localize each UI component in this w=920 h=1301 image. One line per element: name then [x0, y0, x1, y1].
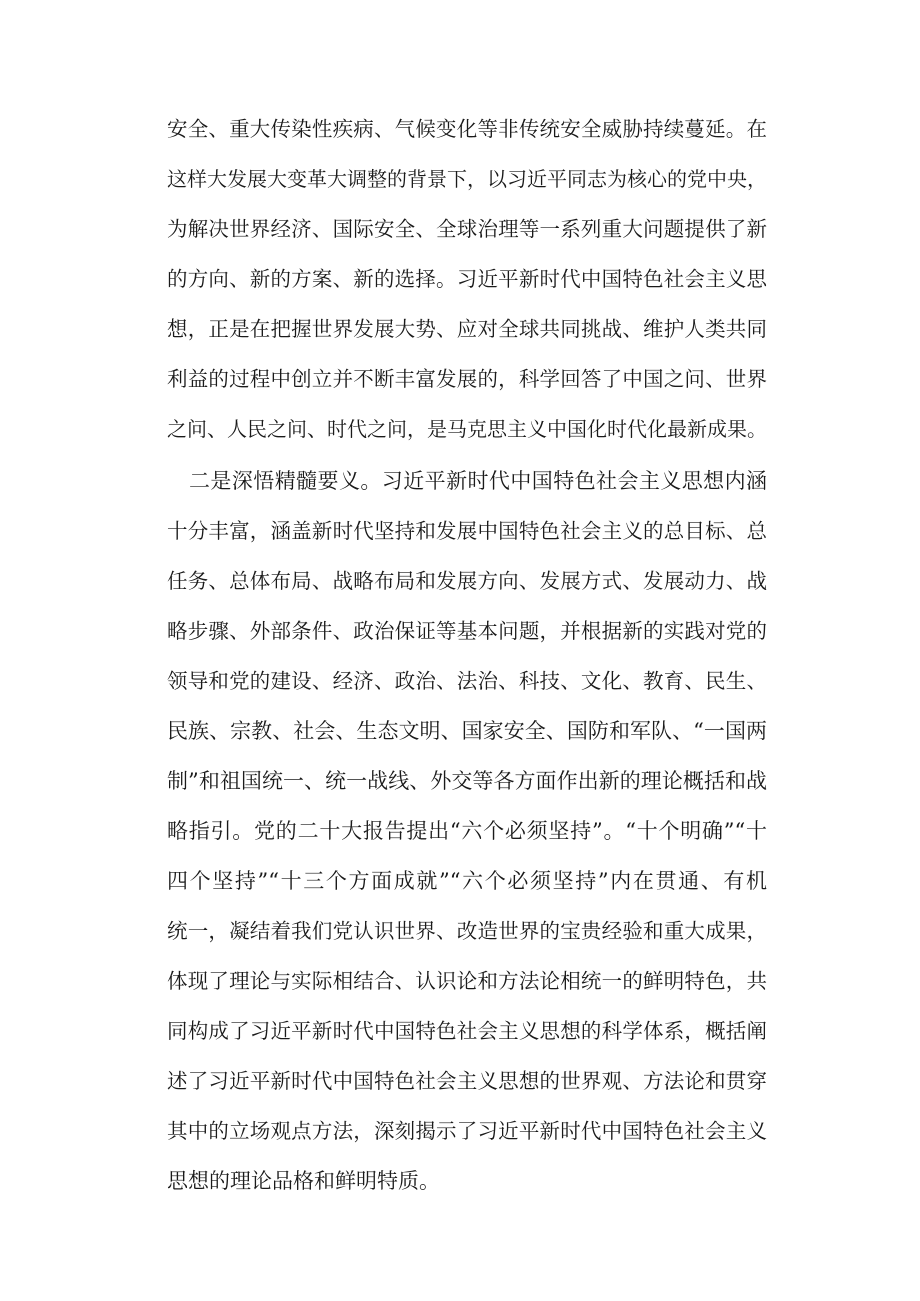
text-line: 民族、宗教、社会、生态文明、国家安全、国防和军队、“一国两	[167, 719, 767, 743]
text-line: 任务、总体布局、战略布局和发展方向、发展方式、发展动力、战	[167, 569, 767, 593]
text-line: 略指引。党的二十大报告提出“六个必须坚持”。“十个明确”“十	[167, 819, 767, 843]
text-line: 十分丰富，涵盖新时代坚持和发展中国特色社会主义的总目标、总	[167, 519, 767, 543]
text-line: 利益的过程中创立并不断丰富发展的，科学回答了中国之问、世界	[167, 367, 767, 391]
text-line: 体现了理论与实际相结合、认识论和方法论相统一的鲜明特色，共	[167, 969, 767, 993]
text-line: 略步骤、外部条件、政治保证等基本问题，并根据新的实践对党的	[167, 619, 767, 643]
text-line: 的方向、新的方案、新的选择。习近平新时代中国特色社会主义思	[167, 267, 767, 291]
text-line: 领导和党的建设、经济、政治、法治、科技、文化、教育、民生、	[167, 669, 767, 693]
text-line: 同构成了习近平新时代中国特色社会主义思想的科学体系，概括阐	[167, 1019, 767, 1043]
text-line: 其中的立场观点方法，深刻揭示了习近平新时代中国特色社会主义	[167, 1119, 767, 1143]
text-line: 制”和祖国统一、统一战线、外交等各方面作出新的理论概括和战	[167, 769, 767, 793]
text-line: 二是深悟精髓要义。习近平新时代中国特色社会主义思想内涵	[189, 469, 767, 493]
text-line: 统一，凝结着我们党认识世界、改造世界的宝贵经验和重大成果，	[167, 919, 767, 943]
text-line: 安全、重大传染性疾病、气候变化等非传统安全威胁持续蔓延。在	[167, 117, 767, 141]
text-line: 想，正是在把握世界发展大势、应对全球共同挑战、维护人类共同	[167, 317, 767, 341]
text-line: 这样大发展大变革大调整的背景下，以习近平同志为核心的党中央，	[167, 167, 767, 191]
text-line: 为解决世界经济、国际安全、全球治理等一系列重大问题提供了新	[167, 217, 767, 241]
text-line: 思想的理论品格和鲜明特质。	[167, 1169, 440, 1193]
text-line: 述了习近平新时代中国特色社会主义思想的世界观、方法论和贯穿	[167, 1069, 767, 1093]
text-line: 四个坚持”“十三个方面成就”“六个必须坚持”内在贯通、有机	[167, 869, 767, 893]
text-line: 之问、人民之问、时代之问，是马克思主义中国化时代化最新成果。	[167, 417, 767, 441]
